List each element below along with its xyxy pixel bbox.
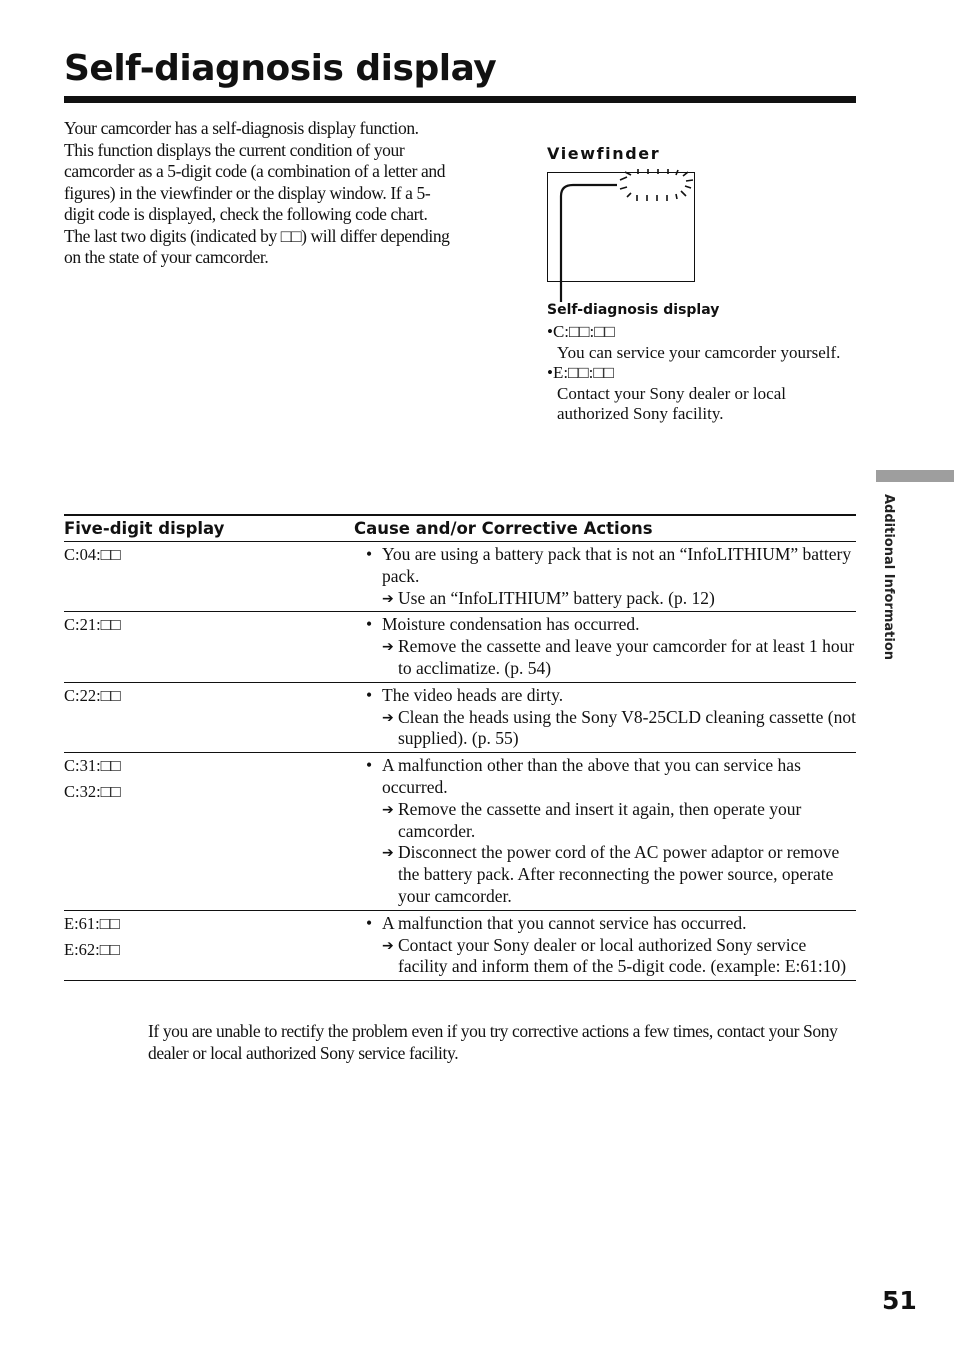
five-digit-code: E:62:□□ — [64, 939, 120, 959]
code-cell — [64, 910, 354, 980]
five-digit-code: E:61:□□ — [64, 913, 120, 933]
table-row — [64, 753, 856, 911]
action-item: ➔ Clean the heads using the Sony V8-25CLD cleaning cassette (not supplied). (p. 55) — [382, 706, 856, 749]
action-item: ➔ Remove the cassette and insert it again, then operate your camcorder. — [382, 798, 802, 841]
intro-text — [64, 118, 456, 269]
viewfinder-diagram — [547, 166, 707, 311]
action-item: ➔ Use an “InfoLITHIUM” battery pack. (p. 12) — [354, 588, 856, 610]
viewfinder-label: Viewfinder — [547, 144, 661, 163]
table-row — [64, 910, 856, 980]
action-item: ➔ Remove the cassette and leave your camcorder for at least 1 hour to acclimatize. (p. 54) — [382, 636, 855, 678]
arrow-right-icon: ➔ — [382, 937, 394, 954]
action-item: ➔ Disconnect the power cord of the AC power adaptor or remove the battery pack. After reconnecting the power source, operate your camcorder. — [382, 842, 840, 906]
actions-cell — [354, 612, 856, 682]
cause-item: • You are using a battery pack that is not an “InfoLITHIUM” battery pack. — [366, 544, 852, 586]
five-digit-code: C:31:□□ — [64, 756, 121, 776]
self-diagnosis-caption: Self-diagnosis display — [547, 302, 720, 318]
leader-line — [561, 185, 617, 302]
action-item: ➔ Contact your Sony dealer or local authorized Sony service facility and inform them of the 5-digit code. (example: E:61:10) — [382, 934, 847, 977]
table-row — [64, 612, 856, 682]
code-cell — [64, 682, 354, 752]
table-row — [64, 682, 856, 752]
arrow-right-icon: ➔ — [382, 709, 394, 726]
arrow-right-icon: ➔ — [382, 590, 394, 607]
actions-cell — [354, 682, 856, 752]
five-digit-code: C:32:□□ — [64, 781, 121, 801]
title-rule — [64, 96, 856, 103]
self-diagnosis-list — [547, 322, 847, 425]
section-tab-bar — [876, 470, 954, 482]
section-tab-label: Additional Information — [881, 494, 896, 661]
table-header-row — [64, 515, 856, 542]
cause-item: • Moisture condensation has occurred. — [366, 614, 640, 635]
blinking-indicator-icon — [620, 169, 693, 201]
table-header-cell: Cause and/or Corrective Actions — [354, 515, 856, 542]
code-description: You can service your camcorder yourself. — [557, 342, 841, 362]
actions-cell — [354, 542, 856, 612]
footer-note: If you are unable to rectify the problem even if you try corrective actions a few times, contact your Sony dealer or local authorized Sony service facility. — [148, 1021, 838, 1063]
cause-item: • A malfunction that you cannot service has occurred. — [366, 912, 747, 933]
table-row — [64, 542, 856, 612]
actions-cell — [354, 753, 856, 911]
actions-cell — [354, 910, 856, 980]
table-header-cell: Five-digit display — [64, 515, 354, 542]
intro-paragraph: This function displays the current condition of your camcorder as a 5-digit code (a combination of a letter and figures) in the viewfinder or the display window. If a 5-digit code is displayed, check the following code chart. The last two digits (indicated by □□) will differ depending on the state of your camcorder. — [64, 139, 450, 267]
code-cell — [64, 542, 354, 612]
cause-item: • A malfunction other than the above that you can service has occurred. — [366, 755, 801, 797]
arrow-right-icon: ➔ — [382, 801, 394, 818]
cause-item: • The video heads are dirty. — [366, 684, 564, 705]
arrow-right-icon: ➔ — [382, 639, 394, 656]
page-title: Self-diagnosis display — [64, 48, 497, 89]
five-digit-code: C:22:□□ — [64, 685, 121, 705]
code-cell — [64, 753, 354, 911]
arrow-right-icon: ➔ — [382, 845, 394, 862]
five-digit-code: C:21:□□ — [64, 615, 121, 635]
code-format: •E:□□:□□ — [547, 363, 614, 382]
code-cell — [64, 612, 354, 682]
code-format: •C:□□:□□ — [547, 322, 615, 341]
intro-paragraph: Your camcorder has a self-diagnosis display function. — [64, 118, 419, 138]
code-description: Contact your Sony dealer or local authorized Sony facility. — [557, 383, 786, 423]
page-number: 51 — [882, 1286, 917, 1315]
code-chart-table — [64, 514, 856, 981]
five-digit-code: C:04:□□ — [64, 545, 121, 564]
